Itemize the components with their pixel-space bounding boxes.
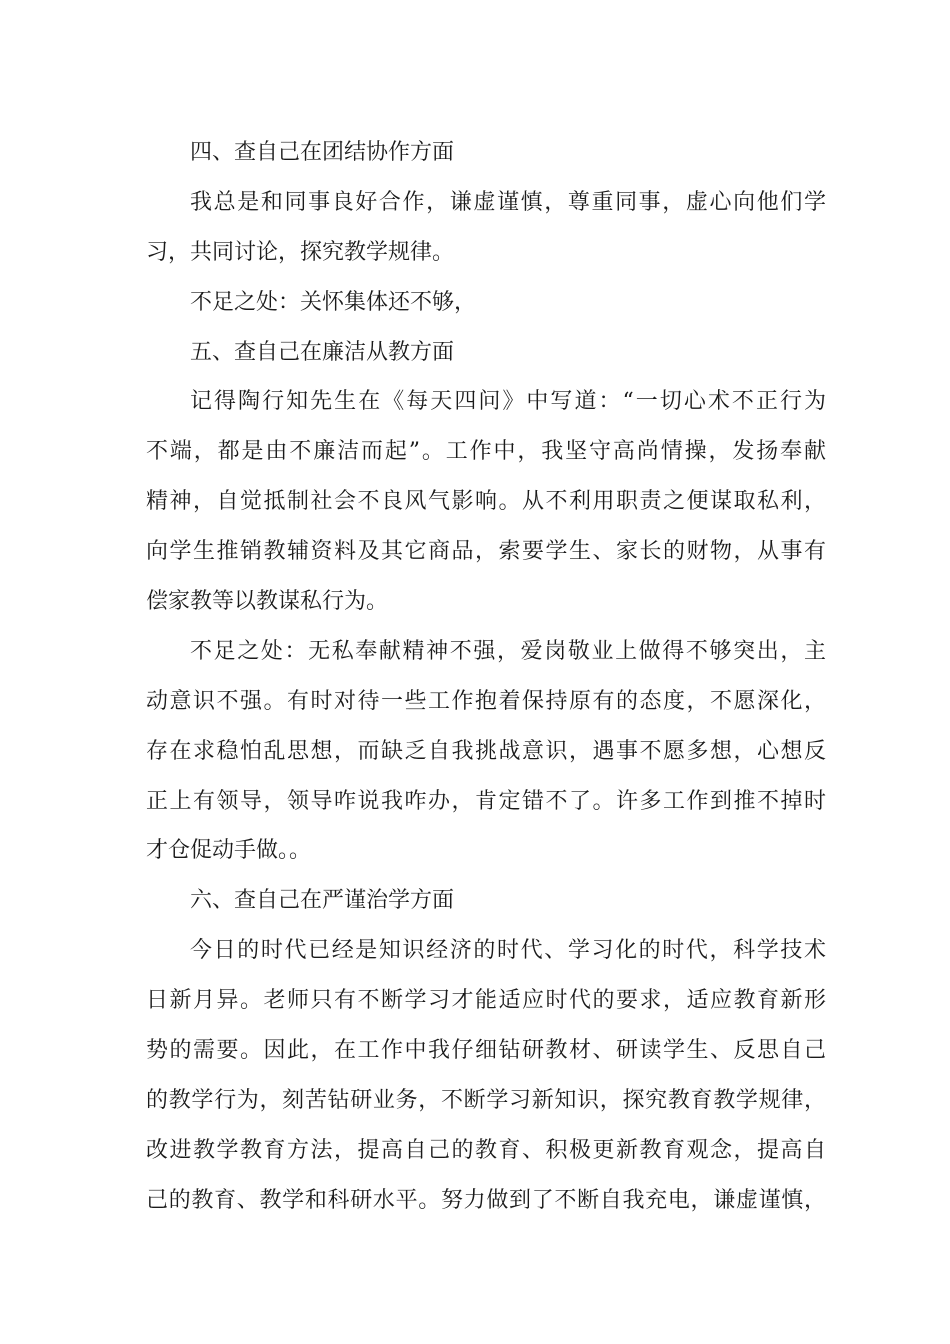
paragraph-line: 习，共同讨论，探究教学规律。 — [146, 239, 455, 265]
paragraph-line: 的教学行为，刻苦钻研业务，不断学习新知识，探究教育教学规律， — [146, 1087, 826, 1113]
section-heading-teamwork: 四、查自己在团结协作方面 — [190, 140, 455, 165]
paragraph-line: 才仓促动手做。。 — [146, 838, 312, 864]
paragraph-line: 今日的时代已经是知识经济的时代、学习化的时代，科学技术 — [190, 938, 826, 964]
paragraph-line: 偿家教等以教谋私行为。 — [146, 589, 389, 615]
paragraph-line: 精神，自觉抵制社会不良风气影响。从不利用职责之便谋取私利， — [146, 489, 826, 515]
paragraph-line: 日新月异。老师只有不断学习才能适应时代的要求，适应教育新形 — [146, 988, 826, 1014]
paragraph-line: 向学生推销教辅资料及其它商品，索要学生、家长的财物，从事有 — [146, 539, 826, 565]
paragraph-line: 势的需要。因此，在工作中我仔细钻研教材、研读学生、反思自己 — [146, 1038, 826, 1064]
paragraph-line: 记得陶行知先生在《每天四问》中写道：“一切心术不正行为 — [190, 389, 826, 415]
paragraph-line: 我总是和同事良好合作，谦虚谨慎，尊重同事，虚心向他们学 — [190, 189, 826, 215]
paragraph-line: 不端，都是由不廉洁而起”。工作中，我坚守高尚情操，发扬奉献 — [146, 439, 826, 465]
paragraph-line: 己的教育、教学和科研水平。努力做到了不断自我充电，谦虚谨慎， — [146, 1187, 826, 1213]
paragraph-line: 不足之处：关怀集体还不够， — [190, 289, 477, 315]
paragraph-line: 改进教学教育方法，提高自己的教育、积极更新教育观念，提高自 — [146, 1137, 826, 1163]
section-heading-scholarship: 六、查自己在严谨治学方面 — [190, 888, 455, 914]
paragraph-line: 不足之处：无私奉献精神不强，爱岗敬业上做得不够突出，主 — [190, 638, 826, 664]
paragraph-line: 存在求稳怕乱思想，而缺乏自我挑战意识，遇事不愿多想，心想反 — [146, 738, 826, 764]
paragraph-line: 动意识不强。有时对待一些工作抱着保持原有的态度，不愿深化， — [146, 688, 826, 714]
section-heading-integrity: 五、查自己在廉洁从教方面 — [190, 339, 455, 365]
document-body — [146, 128, 826, 1226]
paragraph-line: 正上有领导，领导咋说我咋办，肯定错不了。许多工作到推不掉时 — [146, 788, 826, 814]
